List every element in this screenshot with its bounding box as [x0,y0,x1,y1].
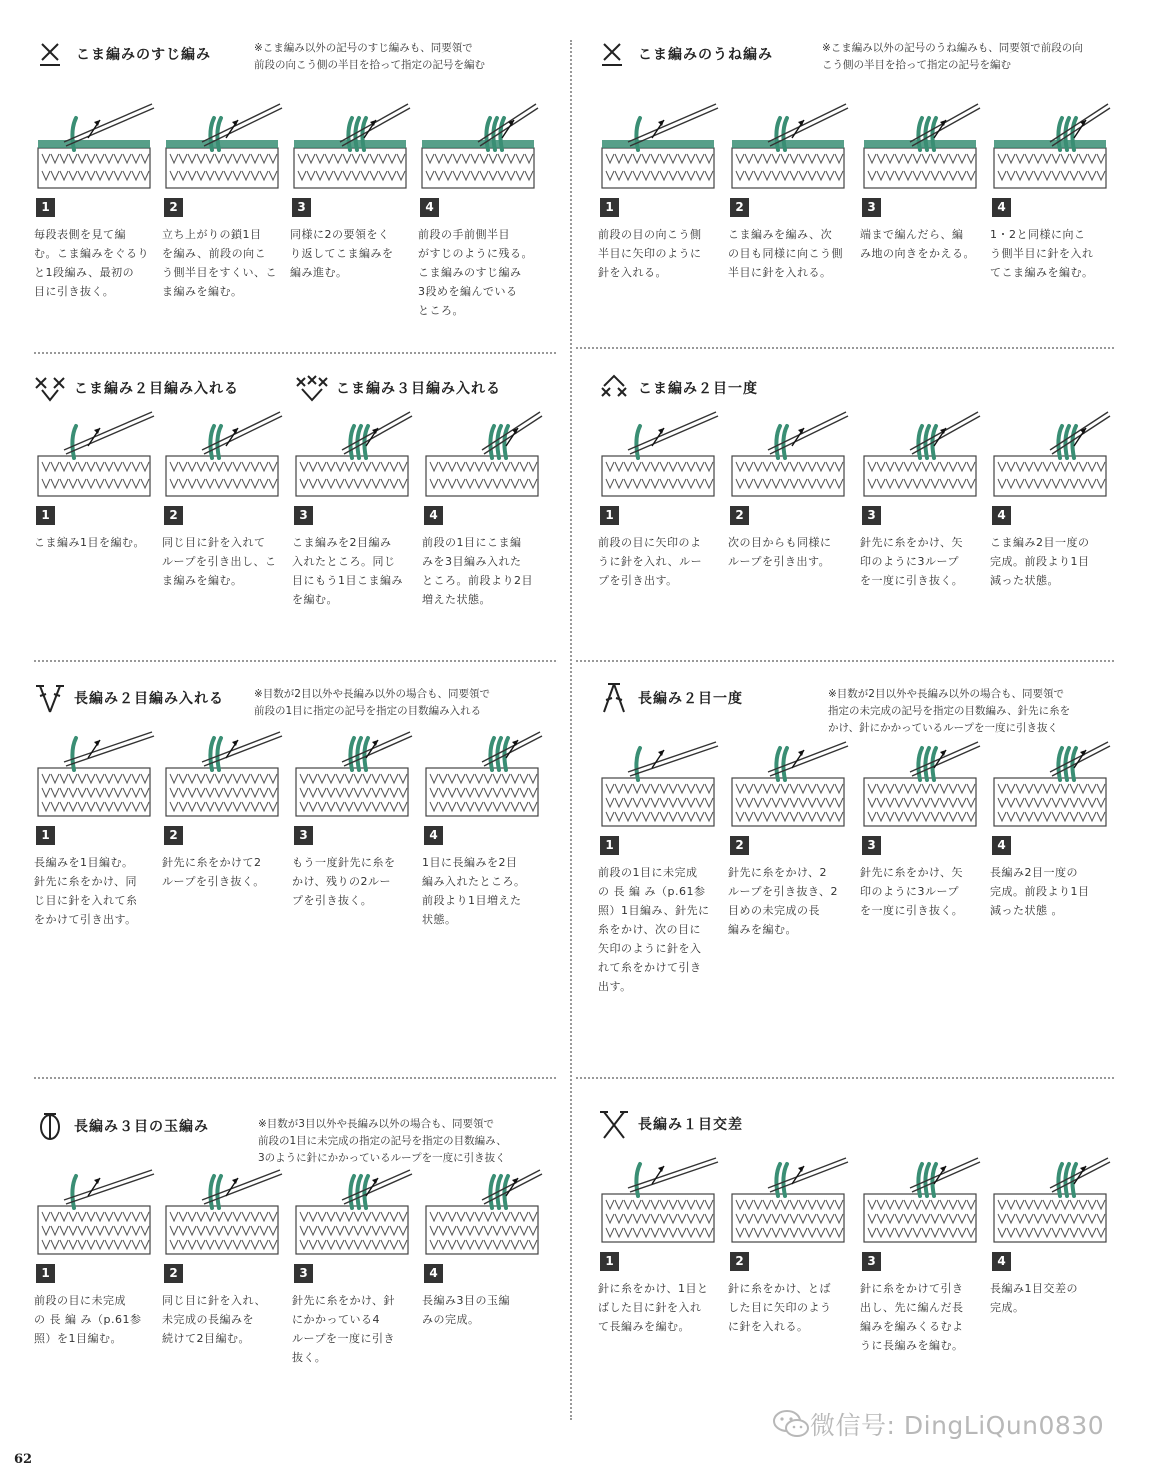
section-divider [576,660,1114,662]
step-3-1 [34,408,162,552]
section-heading [34,374,239,402]
section-heading [34,682,224,714]
step-5-2 [162,728,290,891]
step-caption: こま編み1目を編む。 [34,536,145,549]
step-2-3 [860,100,988,263]
step-caption: 長編み2目一度の 完成。前段より1目 減った状態 。 [990,866,1090,917]
step-caption: 端まで編んだら、編 み地の向きをかえる。 [860,228,975,260]
step-6-4 [990,738,1118,920]
stitch-illustration [292,408,416,500]
step-number-badge: 1 [600,198,619,217]
step-number-badge: 2 [164,506,183,525]
section-title: 長編み２目編み入れる [74,691,224,707]
stitch-illustration [422,1166,546,1258]
section-heading [36,40,211,68]
step-3-3 [292,408,420,609]
step-8-2 [728,1154,856,1336]
step-caption: 前段の目の向こう側 半目に矢印のように 針を入れる。 [598,228,702,279]
step-caption: 同じ目に針を入れて ループを引き出し、こ ま編みを編む。 [162,536,277,587]
stitch-illustration [290,100,414,192]
stitch-illustration [728,1154,852,1246]
stitch-illustration [34,100,158,192]
step-number-badge: 3 [292,198,311,217]
step-caption: 前段の1目に未完成 の 長 編 み（p.61参 照）1目編み、針先に 糸をかけ、次の目に 矢印のように針を入 れて糸をかけて引き 出す。 [598,866,710,993]
dc2-decrease-symbol-icon [598,682,630,714]
stitch-illustration [162,1166,286,1258]
step-7-1 [34,1166,162,1348]
page-number: 62 [14,1452,33,1467]
section-note: ※目数が3目以外や長編み以外の場合も、同要領で 前段の1目に未完成の指定の記号を指定の目数編み、 3のように針にかかっているループを一度に引き抜く [258,1118,507,1164]
step-caption: 長編み1目交差の 完成。 [990,1282,1078,1314]
dc3-bobble-symbol-icon [34,1110,66,1142]
section-title: こま編みのすじ編み [76,47,211,63]
section-divider [576,347,1114,349]
section-heading [598,374,758,402]
step-caption: こま編みを2目編み 入れたところ。同じ 目にもう1目こま編み を編む。 [292,536,403,606]
step-caption: 針先に糸をかけ、矢 印のように3ループ を一度に引き抜く。 [860,866,964,917]
stitch-illustration [598,408,722,500]
step-8-4 [990,1154,1118,1317]
step-caption: こま編み2目一度の 完成。前段より1目 減った状態。 [990,536,1090,587]
stitch-illustration [860,738,984,830]
step-6-3 [860,738,988,920]
sc2-decrease-symbol-icon [598,374,630,402]
watermark-text: 微信号: DingLiQun0830 [810,1411,1105,1440]
step-caption: 針先に糸をかけ、矢 印のように3ループ を一度に引き抜く。 [860,536,964,587]
section-title: 長編み２目一度 [638,691,743,707]
dc2-increase-symbol-icon [34,682,66,714]
step-number-badge: 4 [992,836,1011,855]
section-note: ※目数が2目以外や長編み以外の場合も、同要領で 指定の未完成の記号を指定の目数編み、針先に糸を かけ、針にかかっているループを一度に引き抜く [828,688,1071,734]
stitch-illustration [990,1154,1114,1246]
single-crochet-ridge-symbol-icon [598,40,630,68]
stitch-illustration [728,738,852,830]
stitch-illustration [162,100,286,192]
step-caption: 1・2と同様に向こ う側半目に針を入れ てこま編みを編む。 [990,228,1094,279]
step-5-1 [34,728,162,929]
stitch-illustration [990,100,1114,192]
section-heading [598,40,773,68]
step-number-badge: 4 [424,506,443,525]
stitch-illustration [598,738,722,830]
section-title: 長編み３目の玉編み [74,1119,209,1135]
section-heading [296,374,501,402]
step-number-badge: 4 [424,1264,443,1283]
step-number-badge: 3 [294,506,313,525]
stitch-illustration [598,100,722,192]
step-number-badge: 2 [730,198,749,217]
step-number-badge: 2 [164,826,183,845]
step-caption: 毎段表側を見て編 む。こま編みをぐるり と1段編み、最初の 目に引き抜く。 [34,228,149,298]
step-3-4 [422,408,550,609]
step-number-badge: 4 [420,198,439,217]
section-divider [34,660,556,662]
step-5-3 [292,728,420,910]
step-number-badge: 3 [294,1264,313,1283]
step-caption: 同じ目に針を入れ、 未完成の長編みを 続けて2目編む。 [162,1294,267,1345]
step-4-3 [860,408,988,590]
step-6-1 [598,738,726,996]
step-number-badge: 4 [992,1252,1011,1271]
section-divider [34,352,556,354]
watermark [772,1406,1104,1442]
stitch-illustration [598,1154,722,1246]
step-number-badge: 3 [862,198,881,217]
step-number-badge: 4 [992,198,1011,217]
step-1-2 [162,100,290,301]
step-1-3 [290,100,418,282]
step-caption: 同様に2の要領をく り返してこま編みを 編み進む。 [290,228,394,279]
stitch-illustration [728,408,852,500]
stitch-illustration [728,100,852,192]
step-number-badge: 2 [730,506,749,525]
section-note: ※こま編み以外の記号のすじ編みも、同要領で 前段の向こう側の半目を拾って指定の記号を編む [254,42,485,71]
step-number-badge: 3 [862,1252,881,1271]
stitch-illustration [422,408,546,500]
step-2-1 [598,100,726,282]
step-number-badge: 3 [862,836,881,855]
step-caption: 長編み3目の玉編 みの完成。 [422,1294,510,1326]
step-4-2 [728,408,856,571]
stitch-illustration [422,728,546,820]
single-crochet-back-loop-symbol-icon [36,40,68,68]
section-title: こま編みのうね編み [638,47,773,63]
step-8-1 [598,1154,726,1336]
step-number-badge: 2 [164,198,183,217]
stitch-illustration [860,100,984,192]
step-3-2 [162,408,290,590]
section-title: こま編み３目編み入れる [336,381,501,397]
step-caption: こま編みを編み、次 の目も同様に向こう側 半目に針を入れる。 [728,228,843,279]
sc3-increase-symbol-icon [296,374,328,402]
step-caption: 針先に糸をかけて2 ループを引き抜く。 [162,856,265,888]
stitch-illustration [860,408,984,500]
step-number-badge: 2 [730,1252,749,1271]
step-number-badge: 3 [862,506,881,525]
step-8-3 [860,1154,988,1355]
section-heading [34,1110,209,1142]
vertical-divider [570,40,572,1420]
section-title: こま編み２目編み入れる [74,381,239,397]
stitch-illustration [418,100,542,192]
stitch-illustration [860,1154,984,1246]
step-6-2 [728,738,856,939]
step-number-badge: 1 [36,1264,55,1283]
step-number-badge: 4 [992,506,1011,525]
step-1-4 [418,100,546,320]
section-heading [598,1108,743,1140]
step-number-badge: 3 [294,826,313,845]
section-title: 長編み１目交差 [638,1117,743,1133]
step-caption: 前段の目に未完成 の 長 編 み（p.61参 照）を1目編む。 [34,1294,142,1345]
step-4-4 [990,408,1118,590]
step-caption: 前段の目に矢印のよ うに針を入れ、ルー プを引き出す。 [598,536,703,587]
step-number-badge: 1 [36,198,55,217]
wechat-logo-icon [772,1408,810,1440]
stitch-illustration [990,408,1114,500]
step-7-2 [162,1166,290,1348]
step-caption: 針先に糸をかけ、2 ループを引き抜き、2 目めの未完成の長 編みを編む。 [728,866,839,936]
sc2-increase-symbol-icon [34,374,66,402]
step-caption: 針に糸をかけて引き 出し、先に編んだ長 編みを編みくるむよ うに長編みを編む。 [860,1282,964,1352]
step-caption: 前段の1目にこま編 みを3目編み入れた ところ。前段より2目 増えた状態。 [422,536,533,606]
section-title: こま編み２目一度 [638,381,758,397]
stitch-illustration [292,728,416,820]
step-1-1 [34,100,162,301]
step-number-badge: 1 [600,506,619,525]
stitch-illustration [34,408,158,500]
step-caption: 立ち上がりの鎖1目 を編み、前段の向こ う側半目をすくい、こ ま編みを編む。 [162,228,277,298]
step-number-badge: 4 [424,826,443,845]
step-caption: 1目に長編みを2目 編み入れたところ。 前段より1目増えた 状態。 [422,856,526,926]
stitch-illustration [34,728,158,820]
step-4-1 [598,408,726,590]
step-number-badge: 2 [730,836,749,855]
section-note: ※こま編み以外の記号のうね編みも、同要領で前段の向 こう側の半目を拾って指定の記号を編む [822,42,1083,71]
step-2-2 [728,100,856,282]
step-number-badge: 1 [36,506,55,525]
step-number-badge: 1 [600,836,619,855]
dc-cross-symbol-icon [598,1108,630,1140]
step-caption: 針に糸をかけ、1目と ばした目に針を入れ て長編みを編む。 [598,1282,709,1333]
section-note: ※目数が2目以外や長編み以外の場合も、同要領で 前段の1目に指定の記号を指定の目数編み入れる [254,688,490,717]
step-2-4 [990,100,1118,282]
step-5-4 [422,728,550,929]
section-divider [576,1077,1114,1079]
step-caption: 長編みを1目編む。 針先に糸をかけ、同 じ目に針を入れて糸 をかけて引き出す。 [34,856,138,926]
step-caption: 針先に糸をかけ、針 にかかっている4 ループを一度に引き 抜く。 [292,1294,396,1364]
step-caption: もう一度針先に糸を かけ、残りの2ルー プを引き抜く。 [292,856,396,907]
stitch-illustration [292,1166,416,1258]
section-heading [598,682,743,714]
step-number-badge: 1 [36,826,55,845]
step-number-badge: 1 [600,1252,619,1271]
stitch-illustration [990,738,1114,830]
step-caption: 前段の手前側半目 がすじのように残る。 こま編みのすじ編み 3段めを編んでいる ところ。 [418,228,533,317]
step-number-badge: 2 [164,1264,183,1283]
stitch-illustration [162,728,286,820]
stitch-illustration [162,408,286,500]
step-caption: 針に糸をかけ、とば した目に矢印のよう に針を入れる。 [728,1282,832,1333]
step-7-3 [292,1166,420,1367]
stitch-illustration [34,1166,158,1258]
step-7-4 [422,1166,550,1329]
section-divider [34,1077,556,1079]
step-caption: 次の目からも同様に ループを引き出す。 [728,536,832,568]
